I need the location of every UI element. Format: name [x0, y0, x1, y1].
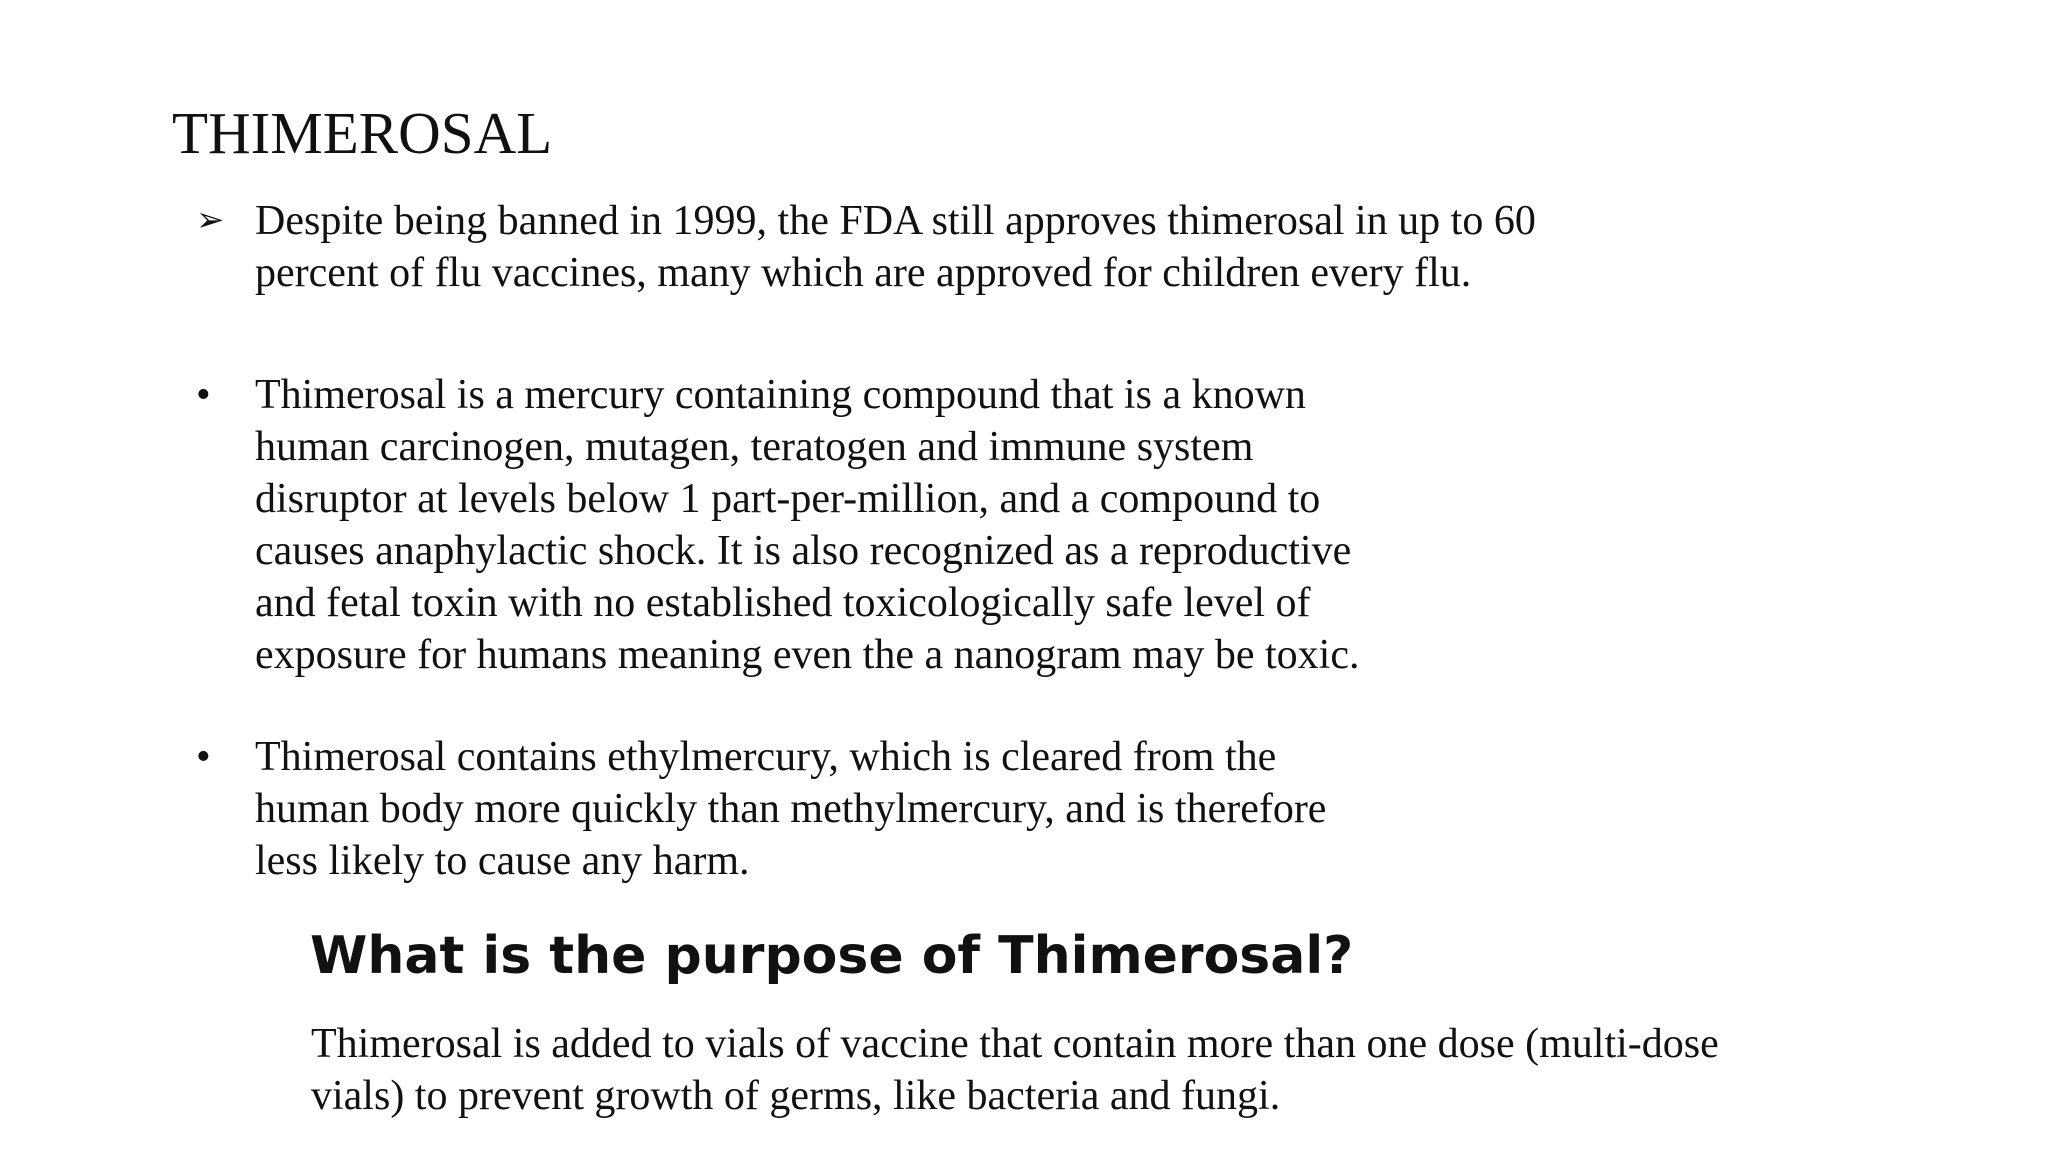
arrow-bullet-icon: ➢ [196, 202, 225, 239]
bullet-text: Thimerosal contains ethylmercury, which is cleared from the human body more quickly than methylmercury, and is therefore less likely to cause any harm. [255, 734, 1327, 884]
bullet-text: Thimerosal is a mercury containing compound that is a known human carcinogen, mutagen, teratogen and immune system disruptor at levels below 1 part-per-million, and a compound to causes anaphylactic shock. It is also recognized as a reproductive and fetal toxin with no established toxicologically safe level of exposure for humans meaning even the a nanogram may be toxic. [255, 372, 1360, 678]
bullet-text: Despite being banned in 1999, the FDA still approves thimerosal in up to 60 percent of flu vaccines, many which are approved for children every flu. [255, 198, 1536, 296]
section-heading: What is the purpose of Thimerosal? [310, 926, 1354, 986]
bullet-item [196, 731, 1496, 891]
bullet-item [196, 369, 1496, 689]
bullet-item [196, 195, 1796, 305]
dot-bullet-icon: • [196, 734, 211, 780]
dot-bullet-icon: • [196, 372, 211, 418]
section-body-text: Thimerosal is added to vials of vaccine that contain more than one dose (multi-dose vials) to prevent growth of germs, like bacteria and fungi. [311, 1021, 1719, 1119]
slide-title: THIMEROSAL [172, 100, 553, 166]
